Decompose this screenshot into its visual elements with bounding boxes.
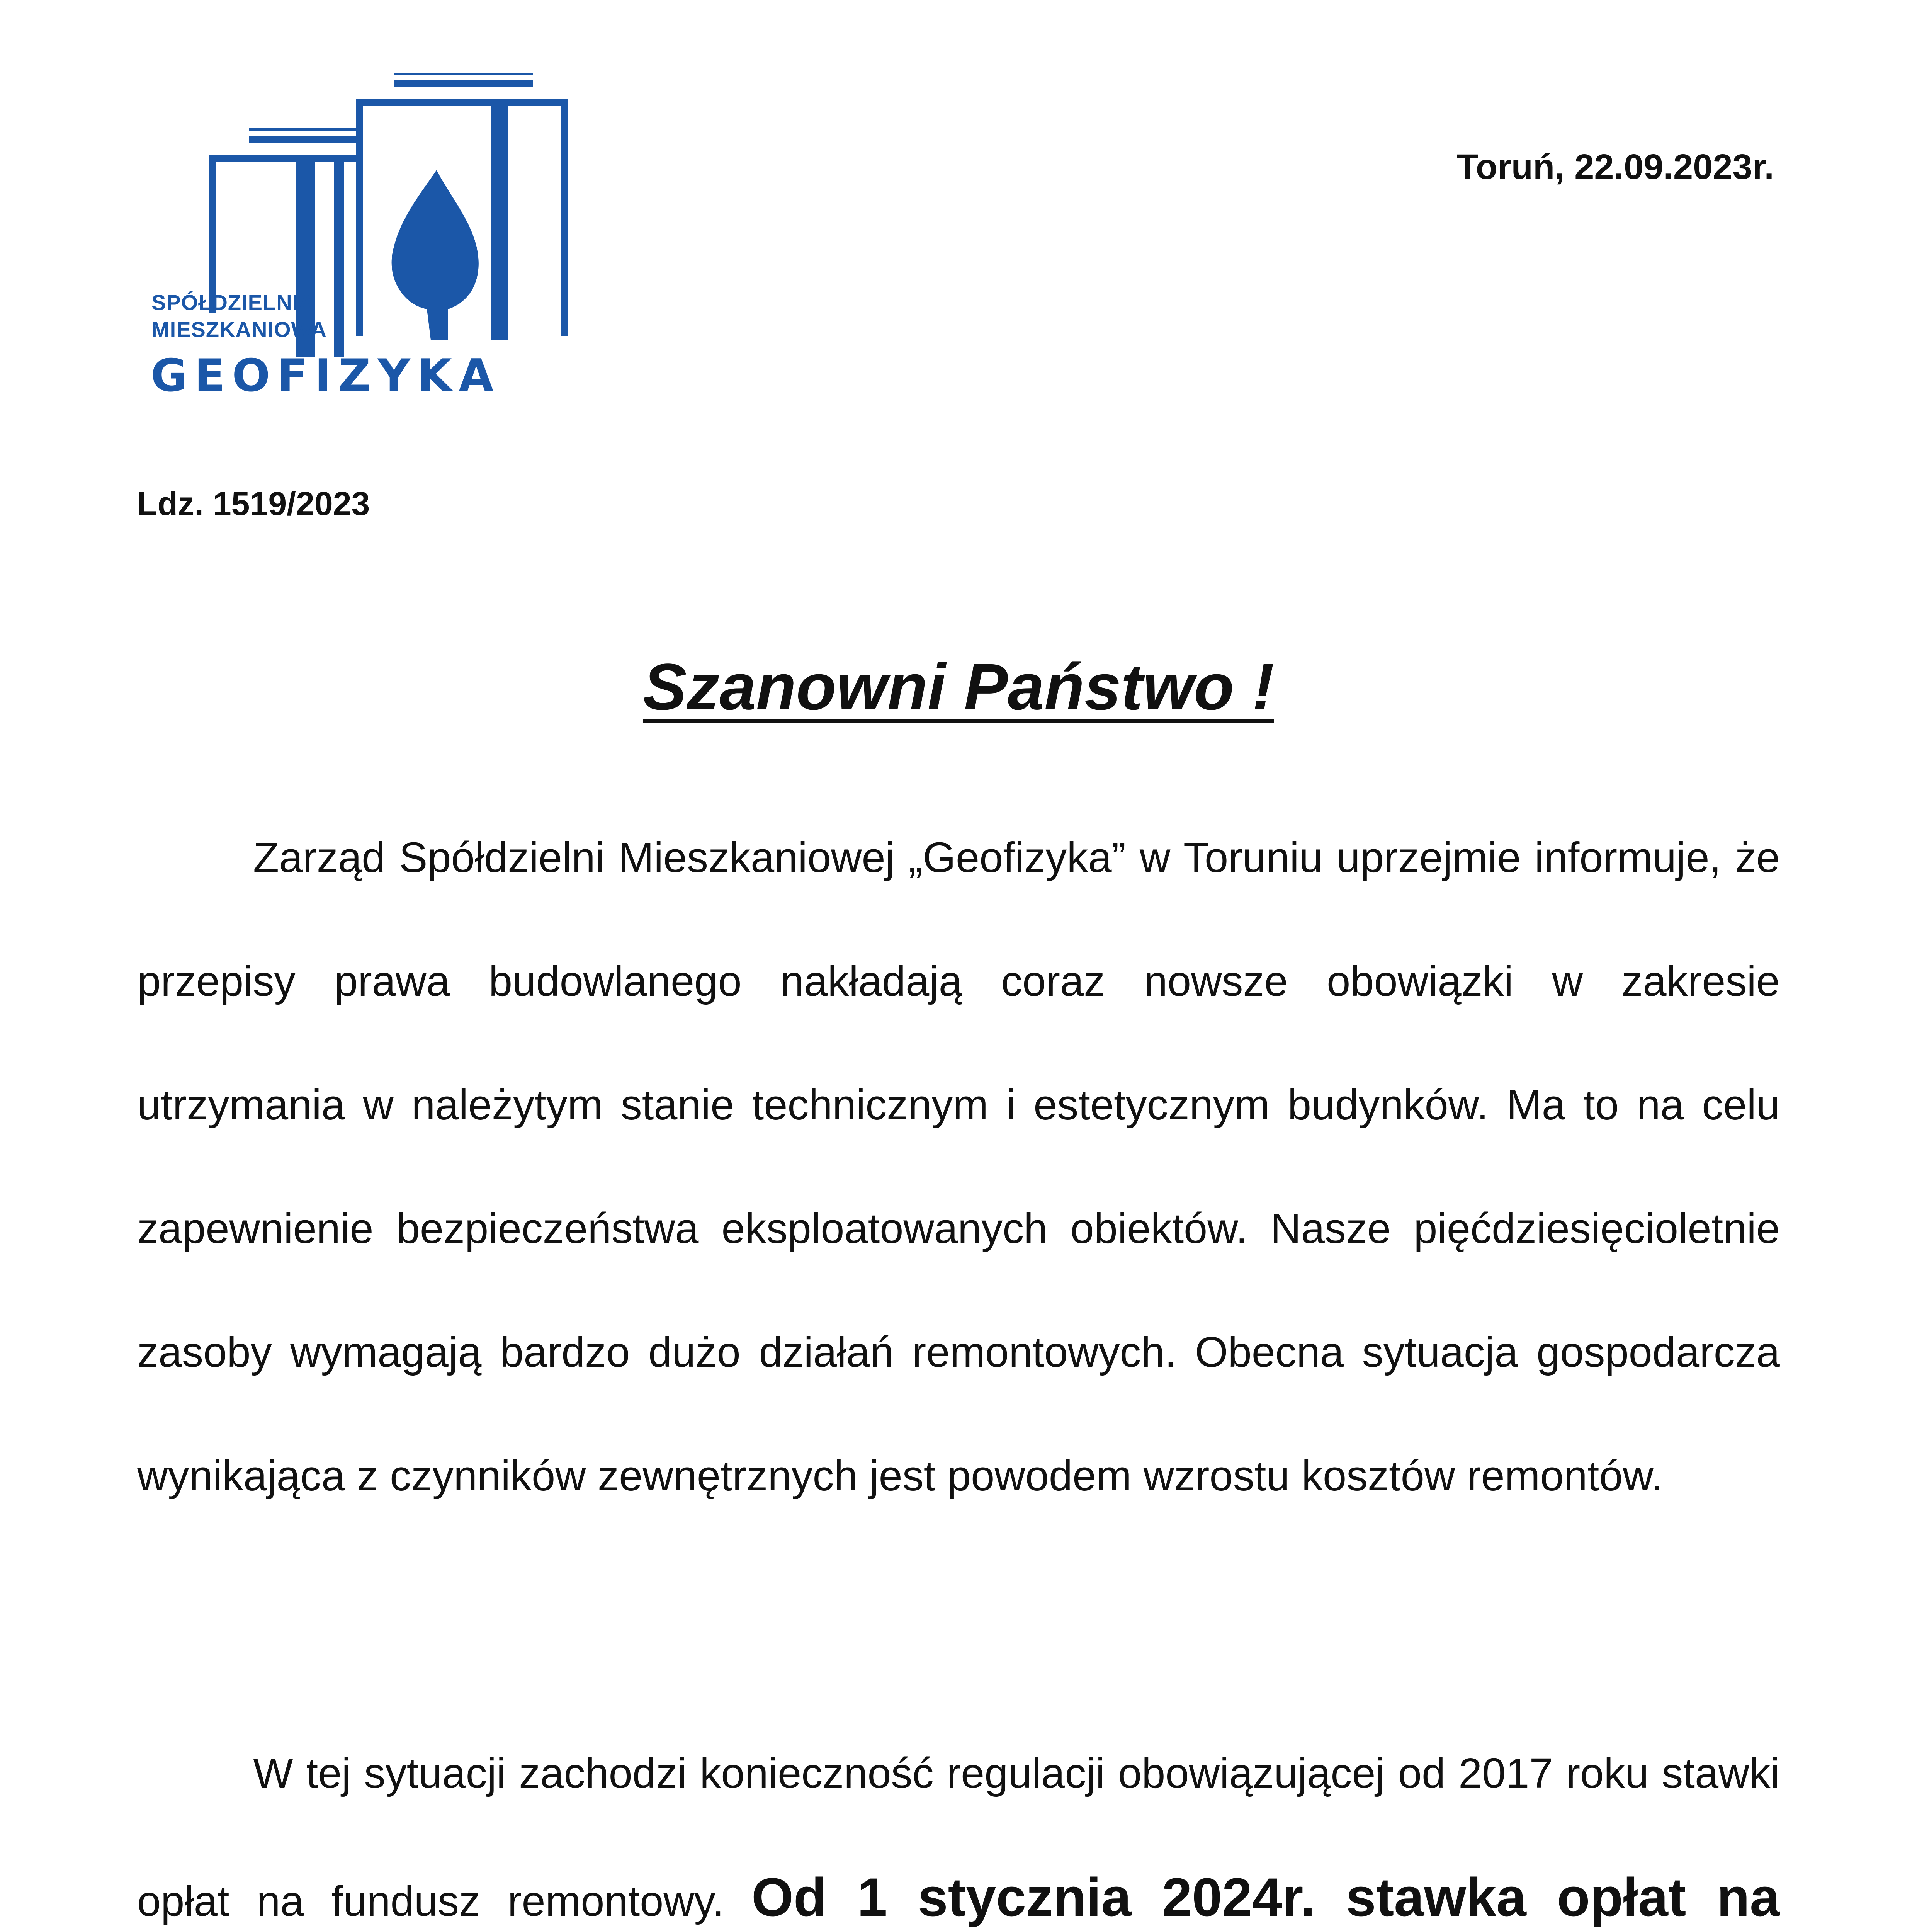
- salutation-text: Szanowni Państwo !: [642, 650, 1274, 724]
- paragraph-1: Zarząd Spółdzielni Mieszkaniowej „Geofizyka” w Toruniu uprzejmie informuje, że przepisy prawa budowlanego nakładają coraz nowsze obowiązki w zakresie utrzymania w należytym stanie technicznym i estetycznym budynków. Ma to na celu zapewnienie bezpieczeństwa eksploatowanych obiektów. Nasze pięćdziesięcioletnie zasoby wymagają bardzo dużo działań remontowych. Obecna sytuacja gospodarcza wynikająca z czynników zewnętrznych jest powodem wzrostu kosztów remontów.: [137, 834, 1780, 1500]
- salutation: [0, 649, 1917, 725]
- logo-text-line1: SPÓŁDZIELNIA: [151, 290, 315, 315]
- fee-announcement-text: Od 1 stycznia 2024r. stawka opłat na: [751, 1867, 1780, 1927]
- letter-date: Toruń, 22.09.2023r.: [1456, 147, 1774, 187]
- logo-text-line2: MIESZKANIOWA: [151, 317, 327, 342]
- paragraph-2: [137, 1712, 1780, 1932]
- paragraph-2-intro: W tej sytuacji zachodzi konieczność regulacji obowiązującej od 2017 roku stawki opłat na fundusz remontowy.: [137, 1750, 1780, 1925]
- logo-text-line3: GEOFIZYKA: [151, 350, 501, 402]
- reference-number: Ldz. 1519/2023: [137, 485, 370, 522]
- company-logo: [143, 73, 576, 410]
